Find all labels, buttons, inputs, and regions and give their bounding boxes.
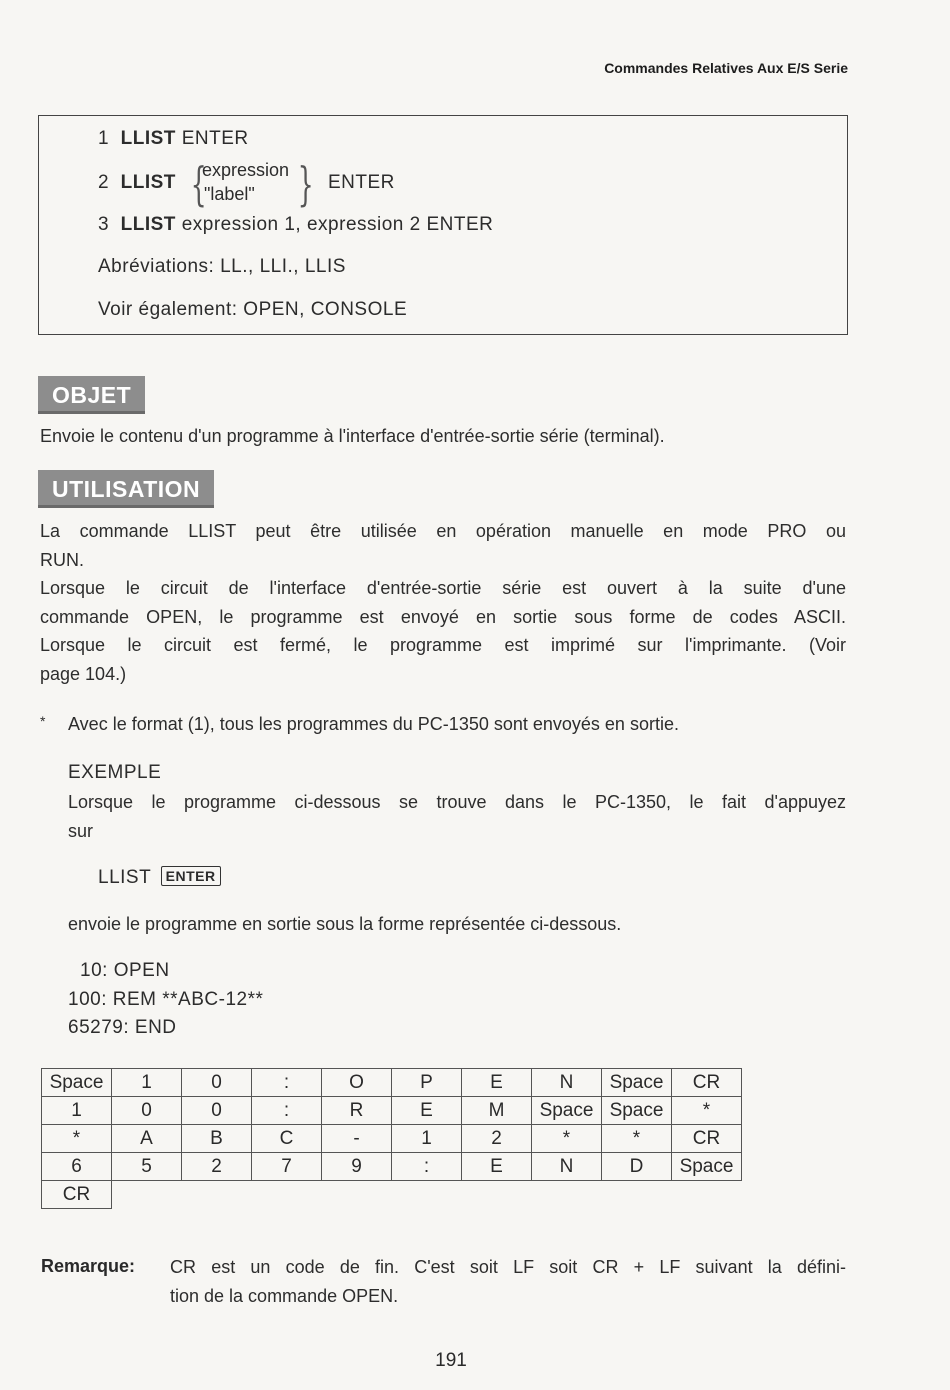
code-line: 65279: END [68, 1017, 177, 1038]
table-cell: 2 [462, 1125, 532, 1153]
syntax-line-2 [98, 172, 176, 194]
section-objet-label: OBJET [38, 376, 145, 414]
syntax-line-number: 1 [98, 128, 110, 149]
code-line: 100: REM **ABC-12** [68, 989, 264, 1010]
table-cell: C [252, 1125, 322, 1153]
note-marker: * [40, 713, 46, 729]
paragraph-line: tion de la commande OPEN. [170, 1285, 399, 1306]
enter-key-icon: ENTER [161, 866, 221, 886]
syntax-line-number: 2 [98, 172, 110, 193]
paragraph-line: Lorsque le programme ci-dessous se trouve dans le PC-1350, le fait d'appuyez [68, 792, 846, 812]
syntax-line-3 [98, 214, 493, 236]
table-cell: : [392, 1153, 462, 1181]
exemple-paragraph [68, 788, 846, 845]
key-command [98, 866, 221, 889]
table-cell: R [322, 1097, 392, 1125]
table-cell: 1 [112, 1069, 182, 1097]
table-cell: Space [672, 1153, 742, 1181]
table-row [42, 1125, 742, 1153]
syntax-option-label: "label" [204, 184, 255, 204]
paragraph-line: Lorsque le circuit est fermé, le programme est imprimé sur l'imprimante. (Voir [40, 635, 846, 655]
table-cell: 5 [112, 1153, 182, 1181]
exemple-after-text: envoie le programme en sortie sous la forme représentée ci-dessous. [68, 914, 622, 934]
table-cell: B [182, 1125, 252, 1153]
paragraph-line: CR est un code de fin. C'est soit LF soit CR + LF suivant la défini- [170, 1257, 846, 1277]
left-brace-icon: { [190, 157, 207, 211]
table-cell: O [322, 1069, 392, 1097]
paragraph-line: Lorsque le circuit de l'interface d'entrée-sortie série est ouvert à la suite d'une [40, 578, 846, 598]
table-cell: * [672, 1097, 742, 1125]
see-also: Voir également: OPEN, CONSOLE [98, 299, 408, 320]
syntax-argument: ENTER [181, 128, 249, 149]
table-cell: P [392, 1069, 462, 1097]
syntax-command: LLIST [120, 128, 176, 149]
table-cell: 1 [392, 1125, 462, 1153]
utilisation-paragraph [40, 517, 846, 688]
table-cell: * [532, 1125, 602, 1153]
table-cell: 0 [182, 1069, 252, 1097]
remarque-label: Remarque: [41, 1256, 136, 1276]
syntax-options-brace [190, 158, 314, 210]
table-cell: 1 [42, 1097, 112, 1125]
table-cell: 0 [112, 1097, 182, 1125]
table-row [42, 1153, 742, 1181]
note-text: Avec le format (1), tous les programmes du PC-1350 sont envoyés en sortie. [68, 714, 679, 734]
command-text: LLIST [98, 867, 151, 888]
table-cell: Space [602, 1069, 672, 1097]
running-header: Commandes Relatives Aux E/S Serie [604, 60, 848, 76]
syntax-command: LLIST [120, 172, 176, 193]
table-cell: * [42, 1125, 112, 1153]
ascii-byte-table [41, 1068, 742, 1209]
table-cell: : [252, 1069, 322, 1097]
syntax-line-2-argument: ENTER [328, 172, 395, 193]
table-cell: E [462, 1153, 532, 1181]
table-cell: CR [42, 1181, 112, 1209]
objet-text: Envoie le contenu d'un programme à l'interface d'entrée-sortie série (terminal). [40, 426, 665, 446]
table-row [42, 1181, 742, 1209]
table-cell: A [112, 1125, 182, 1153]
paragraph-line: page 104.) [40, 663, 127, 684]
syntax-option-expression: expression [202, 160, 290, 180]
page-number: 191 [435, 1350, 467, 1371]
table-row [42, 1097, 742, 1125]
code-line: 10: OPEN [80, 960, 170, 981]
table-cell: D [602, 1153, 672, 1181]
table-cell: M [462, 1097, 532, 1125]
section-utilisation-label: UTILISATION [38, 470, 214, 508]
table-cell: CR [672, 1069, 742, 1097]
table-cell: 9 [322, 1153, 392, 1181]
exemple-title: EXEMPLE [68, 762, 162, 783]
table-cell: Space [602, 1097, 672, 1125]
paragraph-line: sur [68, 820, 94, 841]
table-cell: - [322, 1125, 392, 1153]
table-cell: Space [42, 1069, 112, 1097]
syntax-line-number: 3 [98, 214, 110, 235]
table-cell: N [532, 1069, 602, 1097]
syntax-command: LLIST [120, 214, 176, 235]
table-cell: * [602, 1125, 672, 1153]
paragraph-line: commande OPEN, le programme est envoyé en sortie sous forme de codes ASCII. [40, 606, 846, 627]
table-cell: 2 [182, 1153, 252, 1181]
table-cell: N [532, 1153, 602, 1181]
right-brace-icon: } [297, 157, 314, 211]
table-cell: E [462, 1069, 532, 1097]
abbreviations: Abréviations: LL., LLI., LLIS [98, 256, 346, 277]
table-row [42, 1069, 742, 1097]
paragraph-line: RUN. [40, 549, 84, 570]
table-cell: 6 [42, 1153, 112, 1181]
remarque-text [170, 1253, 846, 1310]
syntax-argument: expression 1, expression 2 ENTER [181, 214, 494, 235]
table-cell: 0 [182, 1097, 252, 1125]
table-cell: E [392, 1097, 462, 1125]
table-cell: Space [532, 1097, 602, 1125]
table-cell: CR [672, 1125, 742, 1153]
syntax-line-1 [98, 128, 249, 150]
table-cell: 7 [252, 1153, 322, 1181]
table-cell: : [252, 1097, 322, 1125]
paragraph-line: La commande LLIST peut être utilisée en opération manuelle en mode PRO ou [40, 521, 846, 541]
